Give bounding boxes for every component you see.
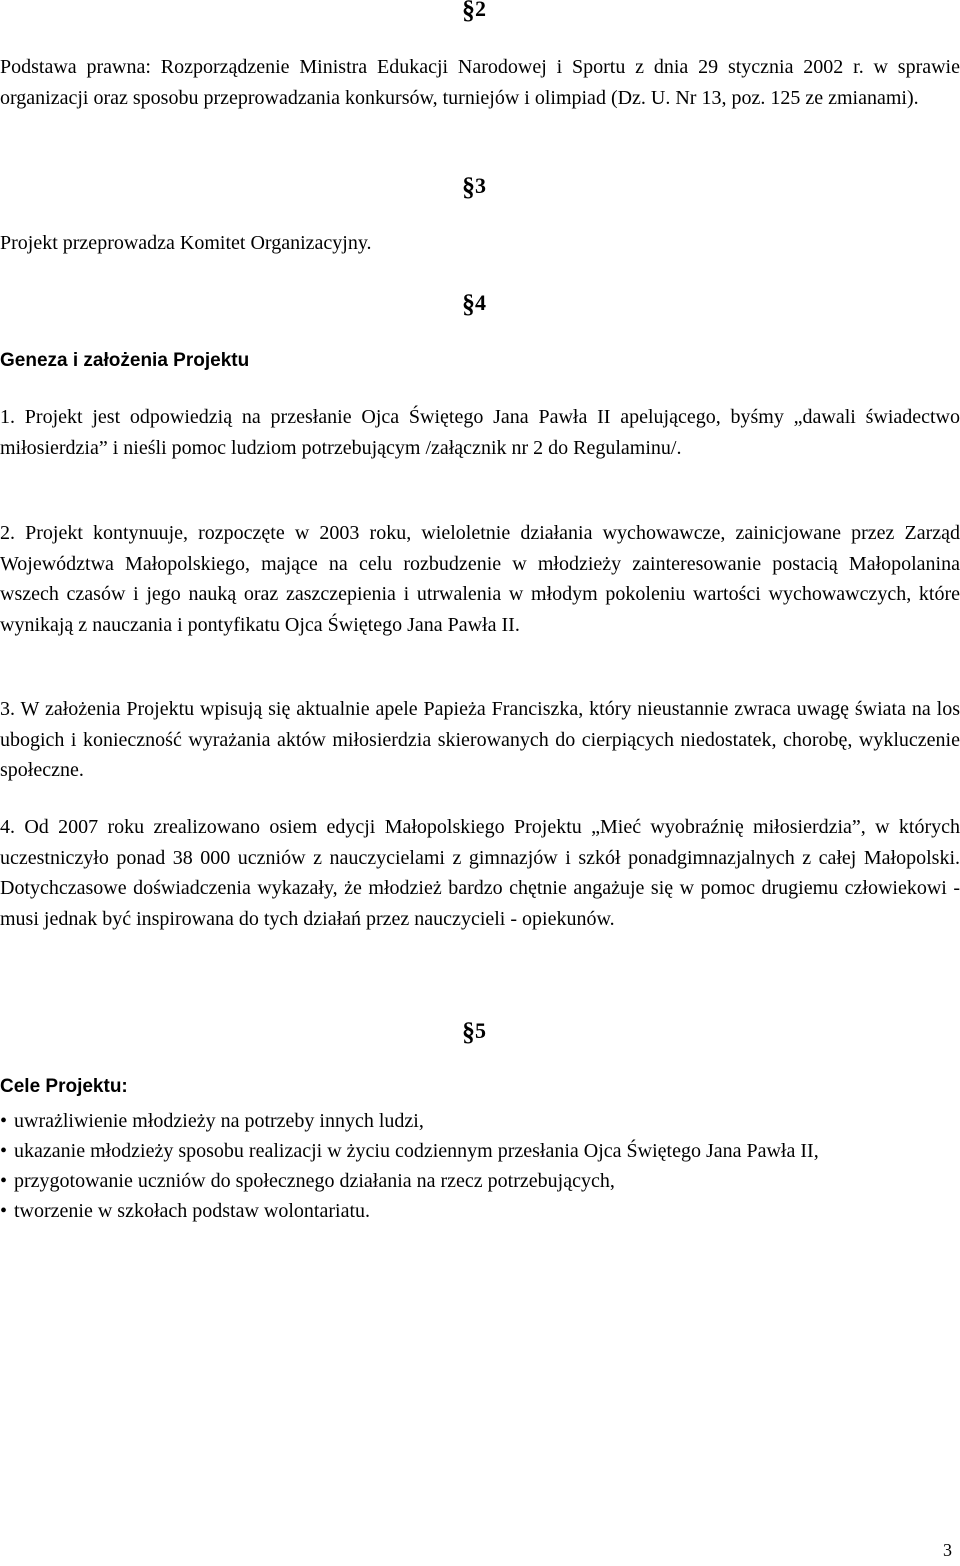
section-marker-3: §3 bbox=[462, 172, 486, 201]
goals-list bbox=[0, 1106, 900, 1226]
point-number: 3. bbox=[0, 698, 15, 720]
point-3 bbox=[0, 694, 960, 786]
section-marker-2: §2 bbox=[462, 0, 486, 24]
point-number: 1. bbox=[0, 406, 15, 428]
point-4 bbox=[0, 812, 960, 934]
legal-basis-paragraph: Podstawa prawna: Rozporządzenie Ministra Edukacji Narodowej i Sportu z dnia 29 stycznia 2002 r. w sprawie organizacji oraz sposobu przeprowadzania konkursów, turniejów i olimpiad (Dz. U. Nr 13, poz. 125 ze zmianami). bbox=[0, 56, 960, 109]
point-text: Projekt jest odpowiedzią na przesłanie Ojca Świętego Jana Pawła II apelującego, byśmy „dawali świadectwo miłosierdzia” i nieśli pomoc ludziom potrzebującym /załącznik nr 2 do Regulaminu/. bbox=[0, 406, 960, 459]
goal-item: • uwrażliwienie młodzieży na potrzeby innych ludzi, bbox=[0, 1106, 900, 1136]
point-2 bbox=[0, 518, 960, 640]
goals-heading: Cele Projektu: bbox=[0, 1076, 128, 1097]
organizer-sentence: Projekt przeprowadza Komitet Organizacyjny. bbox=[0, 232, 372, 254]
point-text: Projekt kontynuuje, rozpoczęte w 2003 roku, wieloletnie działania wychowawcze, zainicjowane przez Zarząd Województwa Małopolskiego, mające na celu rozbudzenie w młodzieży zainteresowanie postacią Małopolanina wszech czasów i jego nauką oraz zaszczepienia i utrwalenia w młodym pokoleniu wartości wychowawczych, które wynikają z nauczania i pontyfikatu Ojca Świętego Jana Pawła II. bbox=[0, 522, 960, 636]
goal-item: • przygotowanie uczniów do społecznego działania na rzecz potrzebujących, bbox=[0, 1166, 900, 1196]
page-number: 3 bbox=[943, 1540, 952, 1560]
genesis-heading: Geneza i założenia Projektu bbox=[0, 350, 250, 371]
point-number: 4. bbox=[0, 816, 15, 838]
goal-item: • tworzenie w szkołach podstaw wolontariatu. bbox=[0, 1196, 900, 1226]
point-text: W założenia Projektu wpisują się aktualnie apele Papieża Franciszka, który nieustannie zwraca uwagę świata na los ubogich i konieczność wyrażania aktów miłosierdzia skierowanych do cierpiących niedostatek, chorobę, wykluczenie społeczne. bbox=[0, 698, 960, 781]
point-text: Od 2007 roku zrealizowano osiem edycji Małopolskiego Projektu „Mieć wyobraźnię miłosierdzia”, w których uczestniczyło ponad 38 000 uczniów z nauczycielami z gimnazjów i szkół ponadgimnazjalnych z całej Małopolski. Dotychczasowe doświadczenia wykazały, że młodzież bardzo chętnie angażuje się w pomoc drugiemu człowiekowi - musi jednak być inspirowana do tych działań przez nauczycieli - opiekunów. bbox=[0, 816, 960, 930]
point-number: 2. bbox=[0, 522, 15, 544]
section-marker-4: §4 bbox=[462, 289, 486, 318]
point-1 bbox=[0, 402, 960, 463]
section-marker-5: §5 bbox=[462, 1017, 486, 1046]
goal-item: • ukazanie młodzieży sposobu realizacji w życiu codziennym przesłania Ojca Świętego Jana Pawła II, bbox=[0, 1136, 914, 1166]
